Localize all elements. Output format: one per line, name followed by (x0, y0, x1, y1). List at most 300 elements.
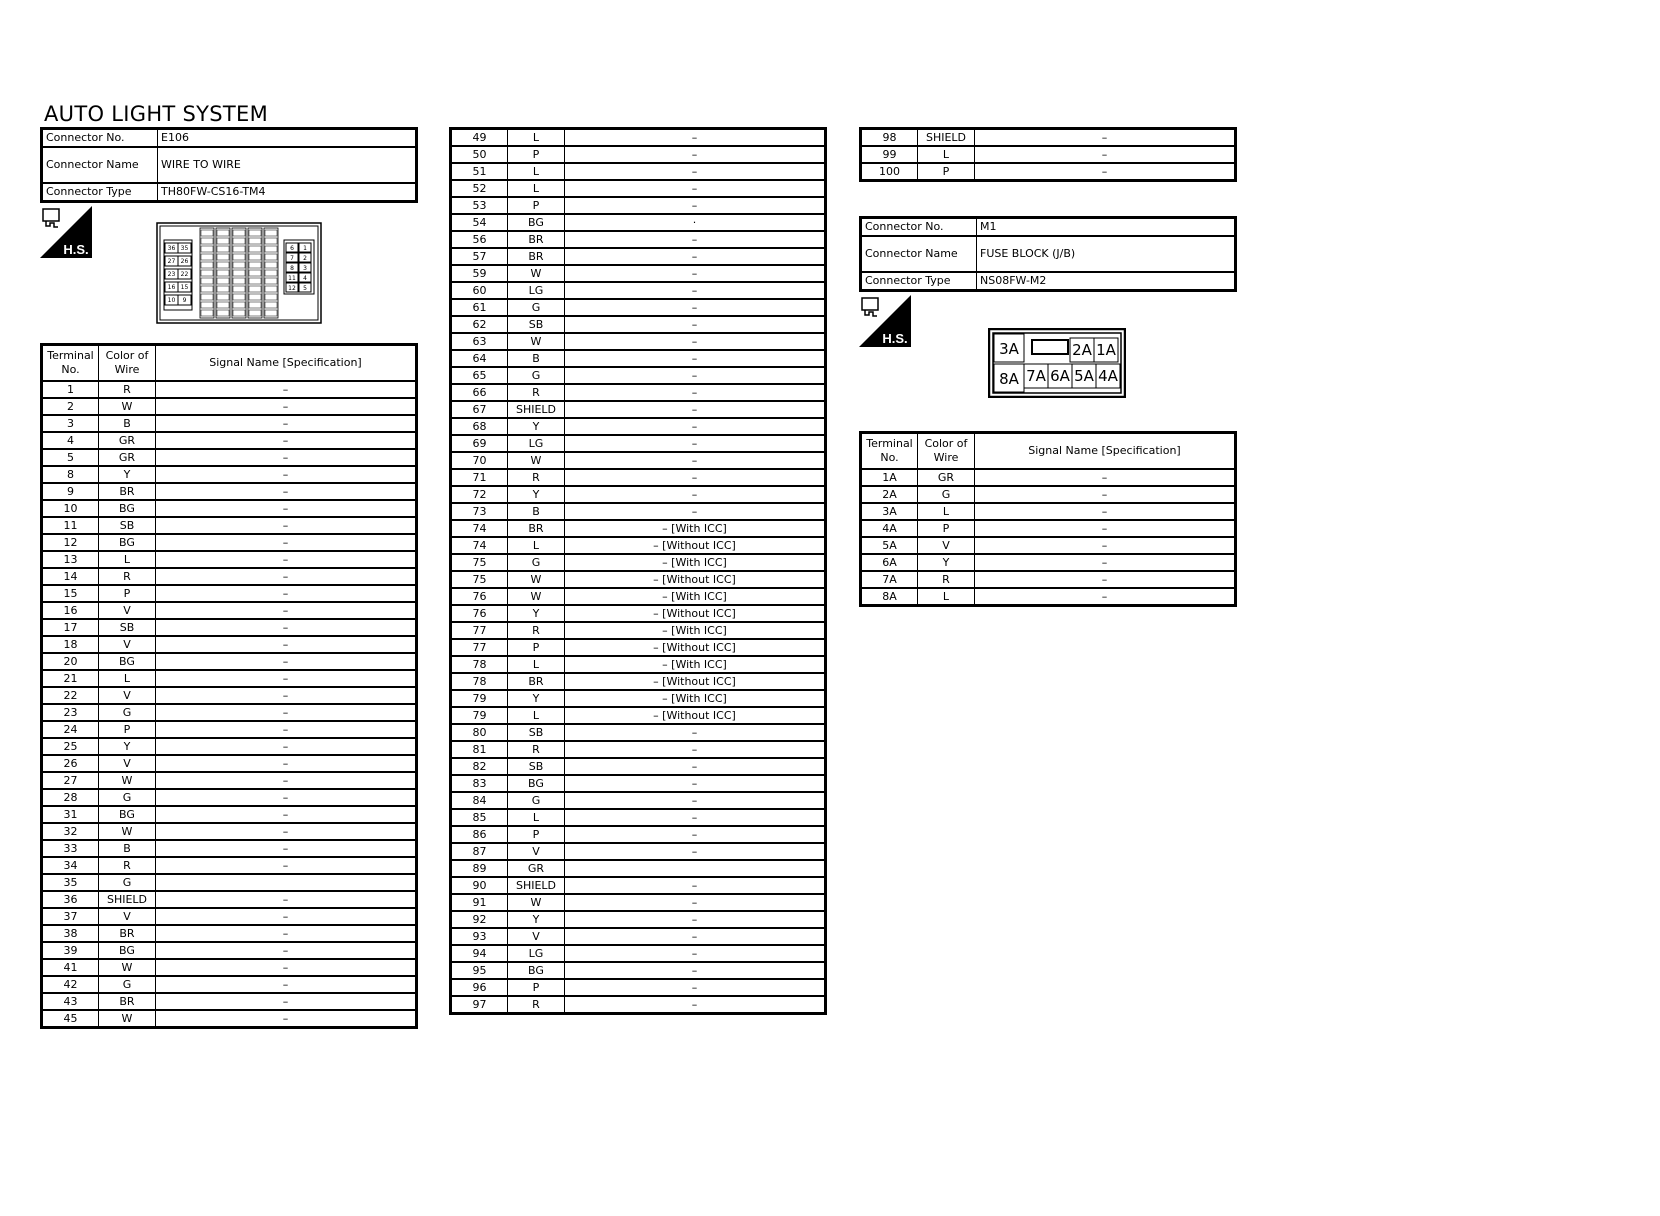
signal-cell: – (565, 792, 826, 809)
table-row (451, 707, 826, 724)
pin-label: 7 (290, 255, 294, 262)
terminal-cell: 64 (451, 350, 508, 367)
terminal-cell: 84 (451, 792, 508, 809)
color-cell: GR (99, 449, 156, 466)
signal-cell: – (156, 466, 417, 483)
pin-cell (201, 310, 213, 316)
color-cell: GR (99, 432, 156, 449)
table-row (42, 432, 417, 449)
pin-cell (249, 262, 261, 268)
table-row (451, 248, 826, 265)
terminal-cell: 65 (451, 367, 508, 384)
color-cell: W (99, 772, 156, 789)
color-cell: BG (508, 962, 565, 979)
hs-label: H.S. (882, 331, 908, 346)
table-row (451, 894, 826, 911)
terminal-cell: 31 (42, 806, 99, 823)
pin-label: 8A (999, 370, 1019, 388)
signal-cell: – (565, 877, 826, 894)
color-cell: P (508, 197, 565, 214)
signal-cell: – [Without ICC] (565, 639, 826, 656)
pin-cell (217, 246, 229, 252)
table-row (451, 418, 826, 435)
color-cell: SHIELD (99, 891, 156, 908)
terminal-cell: 11 (42, 517, 99, 534)
connector-no-value: E106 (158, 129, 417, 148)
pin-label: 4A (1098, 367, 1118, 385)
pin-cell (233, 286, 245, 292)
color-cell: Y (918, 554, 975, 571)
color-cell: BR (99, 483, 156, 500)
signal-cell: – (565, 333, 826, 350)
signal-cell: – (565, 775, 826, 792)
terminal-cell: 15 (42, 585, 99, 602)
page-title: AUTO LIGHT SYSTEM (44, 102, 269, 126)
table-row (451, 503, 826, 520)
signal-cell: – (565, 809, 826, 826)
pin-cell (249, 310, 261, 316)
e106-terminal-table-2 (449, 127, 827, 1015)
signal-cell: – [With ICC] (565, 588, 826, 605)
signal-cell: – (565, 758, 826, 775)
pin-cell (217, 278, 229, 284)
signal-cell: – (565, 469, 826, 486)
terminal-cell: 90 (451, 877, 508, 894)
table-row (451, 605, 826, 622)
pin-label: 7A (1026, 367, 1046, 385)
e106-terminal-table-3 (859, 127, 1237, 182)
terminal-cell: 59 (451, 265, 508, 282)
terminal-cell: 45 (42, 1010, 99, 1028)
color-cell: L (918, 588, 975, 606)
pin-cell (233, 238, 245, 244)
pin-cell (201, 278, 213, 284)
pin-cell (201, 262, 213, 268)
terminal-cell: 77 (451, 622, 508, 639)
pin-label: 23 (167, 271, 176, 278)
color-cell: G (508, 299, 565, 316)
connector-no-label: Connector No. (861, 218, 977, 237)
terminal-cell: 77 (451, 639, 508, 656)
terminal-cell: 22 (42, 687, 99, 704)
terminal-cell: 1 (42, 381, 99, 398)
color-cell: SB (508, 724, 565, 741)
table-row (42, 534, 417, 551)
table-row (451, 690, 826, 707)
pin-cell (265, 230, 277, 236)
color-cell: B (508, 350, 565, 367)
signal-cell: – (565, 299, 826, 316)
pin-cell (249, 302, 261, 308)
terminal-cell: 61 (451, 299, 508, 316)
terminal-cell: 13 (42, 551, 99, 568)
pin-cell (265, 270, 277, 276)
color-cell: L (508, 537, 565, 554)
table-row (451, 452, 826, 469)
pin-label: 2 (303, 255, 307, 262)
table-row (451, 826, 826, 843)
color-cell: SHIELD (508, 877, 565, 894)
signal-cell: – (975, 486, 1236, 503)
pin-cell (233, 230, 245, 236)
signal-cell: – (156, 993, 417, 1010)
terminal-cell: 5A (861, 537, 918, 554)
pin-cell (265, 246, 277, 252)
signal-cell: – (565, 826, 826, 843)
color-cell: W (508, 894, 565, 911)
signal-cell: – (156, 959, 417, 976)
signal-cell: – (156, 942, 417, 959)
signal-cell: – (156, 721, 417, 738)
table-row (42, 585, 417, 602)
color-cell: W (99, 959, 156, 976)
table-row (451, 231, 826, 248)
color-cell: W (508, 571, 565, 588)
color-cell: BG (508, 775, 565, 792)
signal-cell: – (156, 772, 417, 789)
pin-cell (217, 310, 229, 316)
connector-name-label: Connector Name (861, 236, 977, 272)
signal-cell: – (975, 554, 1236, 571)
signal-cell: – (156, 840, 417, 857)
signal-cell: – (565, 180, 826, 197)
terminal-cell: 86 (451, 826, 508, 843)
color-cell: Y (508, 605, 565, 622)
pin-cell (201, 302, 213, 308)
signal-cell: – (565, 384, 826, 401)
table-row (861, 503, 1236, 520)
table-row (451, 316, 826, 333)
pin-label: 11 (288, 275, 296, 282)
table-row (451, 656, 826, 673)
table-row (861, 571, 1236, 588)
terminal-cell: 92 (451, 911, 508, 928)
signal-cell: – (565, 486, 826, 503)
pin-label: 27 (167, 258, 176, 265)
color-cell: BR (508, 520, 565, 537)
signal-cell: – (565, 979, 826, 996)
signal-cell: – (156, 449, 417, 466)
color-cell: W (508, 333, 565, 350)
terminal-cell: 60 (451, 282, 508, 299)
pin-cell (217, 286, 229, 292)
table-row (42, 874, 417, 891)
signal-cell: – (565, 163, 826, 180)
table-row (42, 619, 417, 636)
terminal-cell: 26 (42, 755, 99, 772)
terminal-cell: 3A (861, 503, 918, 520)
terminal-cell: 41 (42, 959, 99, 976)
table-row (42, 789, 417, 806)
pin-label: 6A (1050, 367, 1070, 385)
table-row (451, 265, 826, 282)
color-cell: BR (99, 993, 156, 1010)
table-row (451, 333, 826, 350)
color-cell: R (99, 381, 156, 398)
color-cell: GR (918, 469, 975, 486)
terminal-cell: 79 (451, 690, 508, 707)
color-cell: P (99, 585, 156, 602)
terminal-cell: 24 (42, 721, 99, 738)
pin-label: 1 (303, 245, 307, 252)
signal-cell: – (156, 789, 417, 806)
color-cell: L (508, 707, 565, 724)
signal-cell: – (565, 316, 826, 333)
table-row (42, 500, 417, 517)
terminal-cell: 14 (42, 568, 99, 585)
e106-info-table (40, 127, 418, 203)
signal-cell: – (156, 670, 417, 687)
signal-cell: – (156, 891, 417, 908)
terminal-cell: 33 (42, 840, 99, 857)
color-header: Color of Wire (99, 345, 156, 382)
color-cell: V (508, 928, 565, 945)
color-cell: Y (508, 418, 565, 435)
color-cell: P (508, 639, 565, 656)
pin-cell (201, 286, 213, 292)
color-cell: W (508, 588, 565, 605)
signal-cell: – [With ICC] (565, 622, 826, 639)
table-row (451, 486, 826, 503)
color-cell: B (508, 503, 565, 520)
signal-header: Signal Name [Specification] (156, 345, 417, 382)
pin-cell (217, 262, 229, 268)
signal-cell: – (975, 129, 1236, 147)
color-cell: P (508, 979, 565, 996)
table-row (451, 673, 826, 690)
color-cell: SB (99, 517, 156, 534)
connector-name-label: Connector Name (42, 147, 158, 183)
terminal-cell: 78 (451, 673, 508, 690)
signal-cell: – (565, 452, 826, 469)
signal-cell: – [With ICC] (565, 656, 826, 673)
signal-cell: – (156, 1010, 417, 1028)
terminal-cell: 25 (42, 738, 99, 755)
color-cell: L (918, 146, 975, 163)
pin-label: 1A (1096, 341, 1116, 359)
color-cell: G (99, 874, 156, 891)
color-cell: SB (99, 619, 156, 636)
signal-cell: – (975, 163, 1236, 181)
color-cell: BG (99, 653, 156, 670)
terminal-cell: 7A (861, 571, 918, 588)
signal-cell: – [Without ICC] (565, 537, 826, 554)
signal-cell: – (156, 976, 417, 993)
table-row (42, 806, 417, 823)
pin-label: 2A (1072, 341, 1092, 359)
terminal-cell: 76 (451, 605, 508, 622)
signal-cell: – (156, 534, 417, 551)
pin-label: 9 (182, 297, 187, 304)
terminal-cell: 69 (451, 435, 508, 452)
color-cell: L (99, 670, 156, 687)
color-cell: BG (99, 534, 156, 551)
color-cell: P (918, 163, 975, 181)
pin-cell (265, 262, 277, 268)
signal-cell: – (565, 401, 826, 418)
color-cell: R (99, 568, 156, 585)
pin-cell (265, 254, 277, 260)
color-cell: P (918, 520, 975, 537)
signal-cell: – (156, 619, 417, 636)
signal-cell: – (156, 925, 417, 942)
table-row (451, 843, 826, 860)
color-cell: BR (508, 248, 565, 265)
terminal-cell: 62 (451, 316, 508, 333)
signal-cell: – (565, 741, 826, 758)
pin-label: 10 (167, 297, 176, 304)
signal-cell: – [Without ICC] (565, 571, 826, 588)
table-row (861, 486, 1236, 503)
terminal-cell: 57 (451, 248, 508, 265)
color-cell: L (508, 180, 565, 197)
connector-name-value: WIRE TO WIRE (158, 147, 417, 183)
terminal-cell: 37 (42, 908, 99, 925)
color-cell: P (508, 826, 565, 843)
signal-cell: – (156, 551, 417, 568)
signal-cell: – (156, 806, 417, 823)
terminal-cell: 27 (42, 772, 99, 789)
signal-cell: – [Without ICC] (565, 707, 826, 724)
terminal-cell: 53 (451, 197, 508, 214)
pin-cell (233, 302, 245, 308)
terminal-cell: 73 (451, 503, 508, 520)
terminal-cell: 68 (451, 418, 508, 435)
terminal-cell: 20 (42, 653, 99, 670)
terminal-cell: 76 (451, 588, 508, 605)
terminal-cell: 71 (451, 469, 508, 486)
terminal-cell: 4A (861, 520, 918, 537)
color-cell: R (508, 996, 565, 1014)
terminal-cell: 43 (42, 993, 99, 1010)
pin-cell (233, 310, 245, 316)
signal-cell: – (156, 738, 417, 755)
signal-cell: – (975, 520, 1236, 537)
pin-cell (249, 294, 261, 300)
signal-cell: – [With ICC] (565, 520, 826, 537)
table-row (451, 877, 826, 894)
pin-label: 15 (180, 284, 189, 291)
table-row (42, 823, 417, 840)
terminal-cell: 16 (42, 602, 99, 619)
terminal-cell: 93 (451, 928, 508, 945)
terminal-cell: 96 (451, 979, 508, 996)
signal-cell: – (156, 381, 417, 398)
color-cell: L (508, 809, 565, 826)
color-cell: R (99, 857, 156, 874)
pin-cell (233, 254, 245, 260)
signal-cell: – (565, 146, 826, 163)
terminal-cell: 32 (42, 823, 99, 840)
table-row (451, 588, 826, 605)
signal-cell: – (975, 537, 1236, 554)
signal-cell: – (565, 231, 826, 248)
pin-cell (201, 254, 213, 260)
color-cell: V (99, 687, 156, 704)
table-row (451, 724, 826, 741)
signal-cell: – (975, 571, 1236, 588)
color-header: Color of Wire (918, 433, 975, 470)
pin-cell (217, 270, 229, 276)
table-row (42, 976, 417, 993)
terminal-cell: 23 (42, 704, 99, 721)
connector-type-value: NS08FW-M2 (977, 272, 1236, 291)
color-cell: G (508, 554, 565, 571)
table-row (42, 449, 417, 466)
table-row (42, 857, 417, 874)
signal-cell: – (156, 517, 417, 534)
signal-cell: – [Without ICC] (565, 673, 826, 690)
table-row (451, 809, 826, 826)
pin-label: 26 (180, 258, 189, 265)
m1-info-table (859, 216, 1237, 292)
pin-cell (233, 270, 245, 276)
color-cell: V (99, 755, 156, 772)
pin-label: 22 (180, 271, 189, 278)
pin-label: 16 (167, 284, 176, 291)
table-row (42, 568, 417, 585)
table-row (451, 792, 826, 809)
signal-cell: – (156, 415, 417, 432)
color-cell: V (99, 908, 156, 925)
table-row (451, 860, 826, 877)
table-row (451, 129, 826, 147)
connector-type-value: TH80FW-CS16-TM4 (158, 183, 417, 202)
table-row (42, 891, 417, 908)
color-cell: LG (508, 945, 565, 962)
color-cell: L (508, 163, 565, 180)
table-row (861, 163, 1236, 181)
color-cell: GR (508, 860, 565, 877)
table-row (451, 435, 826, 452)
signal-cell: – [With ICC] (565, 554, 826, 571)
signal-cell: – (156, 823, 417, 840)
signal-cell: – (156, 398, 417, 415)
pin-cell (201, 230, 213, 236)
pin-label: 3 (303, 265, 307, 272)
pin-cell (217, 230, 229, 236)
table-row (451, 622, 826, 639)
connector-no-value: M1 (977, 218, 1236, 237)
pin-cell (233, 246, 245, 252)
terminal-cell: 98 (861, 129, 918, 147)
color-cell: SHIELD (508, 401, 565, 418)
table-row (42, 908, 417, 925)
pin-cell (217, 302, 229, 308)
terminal-cell: 54 (451, 214, 508, 231)
terminal-cell: 4 (42, 432, 99, 449)
table-row (451, 639, 826, 656)
table-row (451, 554, 826, 571)
table-row (451, 163, 826, 180)
terminal-cell: 2A (861, 486, 918, 503)
terminal-cell: 67 (451, 401, 508, 418)
terminal-cell: 99 (861, 146, 918, 163)
signal-cell: – (975, 588, 1236, 606)
table-row (451, 911, 826, 928)
color-cell: BG (99, 806, 156, 823)
signal-cell: – (565, 503, 826, 520)
terminal-cell: 3 (42, 415, 99, 432)
terminal-cell: 74 (451, 520, 508, 537)
table-row (42, 942, 417, 959)
color-cell: W (508, 452, 565, 469)
table-row (451, 146, 826, 163)
terminal-cell: 74 (451, 537, 508, 554)
pin-cell (249, 278, 261, 284)
pin-cell (265, 238, 277, 244)
signal-cell: – (975, 469, 1236, 486)
